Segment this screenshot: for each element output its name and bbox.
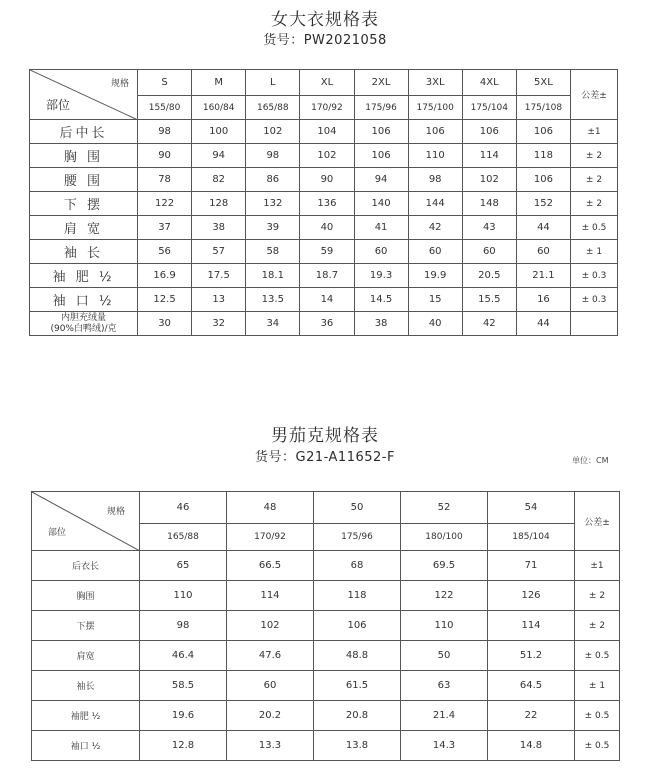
height-chest-header: 175/108	[516, 96, 570, 120]
table-cell: 30	[138, 312, 192, 336]
row-label: 袖 肥 ½	[30, 264, 138, 288]
table-cell: 86	[246, 168, 300, 192]
table-row	[30, 168, 618, 192]
table-cell: 100	[192, 120, 246, 144]
table-cell: 19.6	[140, 701, 227, 731]
table-cell: 126	[488, 581, 575, 611]
table-cell: 60	[227, 671, 314, 701]
table-cell: 46.4	[140, 641, 227, 671]
table-cell: 78	[138, 168, 192, 192]
table-cell: 104	[300, 120, 354, 144]
tolerance-cell: ± 0.5	[575, 731, 620, 761]
table-cell: 61.5	[314, 671, 401, 701]
table-cell: 64.5	[488, 671, 575, 701]
table-cell: 98	[246, 144, 300, 168]
table-cell: 20.8	[314, 701, 401, 731]
table-cell: 22	[488, 701, 575, 731]
table-cell: 71	[488, 551, 575, 581]
corner-header-cell	[30, 70, 138, 120]
table-cell: 19.3	[354, 264, 408, 288]
corner-header-cell	[32, 492, 140, 551]
height-chest-header: 180/100	[401, 524, 488, 551]
table-cell: 106	[516, 168, 570, 192]
table-cell: 51.2	[488, 641, 575, 671]
table-cell: 44	[516, 216, 570, 240]
table-cell: 82	[192, 168, 246, 192]
size-header: M	[192, 70, 246, 96]
tolerance-cell: ± 2	[575, 611, 620, 641]
table-row	[30, 216, 618, 240]
row-label: 肩 宽	[30, 216, 138, 240]
table-cell: 56	[138, 240, 192, 264]
size-header: 2XL	[354, 70, 408, 96]
tolerance-header: 公差±	[571, 70, 618, 120]
table-cell: 18.7	[300, 264, 354, 288]
row-label-line: (90%白鸭绒)/克	[50, 323, 117, 334]
row-label: 胸围	[32, 581, 140, 611]
table-cell: 102	[246, 120, 300, 144]
height-chest-header: 175/104	[462, 96, 516, 120]
table-cell: 60	[462, 240, 516, 264]
tolerance-cell: ± 2	[571, 144, 618, 168]
table-row	[30, 192, 618, 216]
table-cell: 110	[408, 144, 462, 168]
row-label: 下摆	[32, 611, 140, 641]
height-chest-header: 165/88	[140, 524, 227, 551]
table-cell: 98	[138, 120, 192, 144]
height-chest-header: 185/104	[488, 524, 575, 551]
row-label: 袖口 ½	[32, 731, 140, 761]
size-header: L	[246, 70, 300, 96]
table-cell: 38	[192, 216, 246, 240]
table-cell: 69.5	[401, 551, 488, 581]
corner-spec-label: 规格	[110, 79, 129, 89]
size-header: 48	[227, 492, 314, 524]
height-chest-header: 170/92	[300, 96, 354, 120]
table-cell: 102	[227, 611, 314, 641]
tolerance-cell: ± 0.5	[575, 641, 620, 671]
table-cell: 102	[462, 168, 516, 192]
tolerance-cell: ± 0.5	[571, 216, 618, 240]
table-cell: 122	[138, 192, 192, 216]
table-cell: 106	[314, 611, 401, 641]
size-header: 52	[401, 492, 488, 524]
tolerance-cell: ± 0.5	[575, 701, 620, 731]
table-cell: 16	[516, 288, 570, 312]
table-row	[30, 288, 618, 312]
row-label-line: 内胆充绒量	[60, 312, 106, 323]
table-cell: 57	[192, 240, 246, 264]
size-header: 46	[140, 492, 227, 524]
table-cell: 42	[408, 216, 462, 240]
men-size-table	[31, 491, 620, 761]
table-cell: 60	[354, 240, 408, 264]
table-cell: 36	[300, 312, 354, 336]
unit-label: 单位：CM	[572, 456, 609, 465]
height-chest-header: 160/84	[192, 96, 246, 120]
men-table-title: 男茄克规格表	[271, 426, 379, 446]
table-cell: 42	[462, 312, 516, 336]
table-cell: 14.3	[401, 731, 488, 761]
table-cell: 59	[300, 240, 354, 264]
size-header: 4XL	[462, 70, 516, 96]
table-cell: 13.5	[246, 288, 300, 312]
table-cell: 15	[408, 288, 462, 312]
size-header: 54	[488, 492, 575, 524]
tolerance-cell: ± 0.3	[571, 288, 618, 312]
table-cell: 40	[300, 216, 354, 240]
table-cell: 128	[192, 192, 246, 216]
size-header: XL	[300, 70, 354, 96]
table-cell: 19.9	[408, 264, 462, 288]
height-chest-header: 165/88	[246, 96, 300, 120]
table-row	[30, 240, 618, 264]
table-cell: 58	[246, 240, 300, 264]
table-cell: 32	[192, 312, 246, 336]
corner-part-label: 部位	[48, 528, 67, 538]
table-row	[32, 581, 620, 611]
row-label	[30, 312, 138, 336]
table-cell: 106	[516, 120, 570, 144]
table-cell: 148	[462, 192, 516, 216]
size-header: S	[138, 70, 192, 96]
tolerance-cell	[571, 312, 618, 336]
table-cell: 118	[516, 144, 570, 168]
table-cell: 114	[488, 611, 575, 641]
table-cell: 39	[246, 216, 300, 240]
table-cell: 106	[354, 144, 408, 168]
table-cell: 14.5	[354, 288, 408, 312]
table-cell: 98	[140, 611, 227, 641]
table-cell: 43	[462, 216, 516, 240]
table-cell: 106	[354, 120, 408, 144]
table-cell: 102	[300, 144, 354, 168]
table-row	[30, 312, 618, 336]
row-label: 袖 口 ½	[30, 288, 138, 312]
table-cell: 21.1	[516, 264, 570, 288]
table-cell: 90	[138, 144, 192, 168]
table-cell: 90	[300, 168, 354, 192]
table-cell: 48.8	[314, 641, 401, 671]
table-cell: 144	[408, 192, 462, 216]
row-label: 袖长	[32, 671, 140, 701]
tolerance-cell: ± 2	[575, 581, 620, 611]
table-cell: 65	[140, 551, 227, 581]
table-cell: 152	[516, 192, 570, 216]
table-cell: 12.5	[138, 288, 192, 312]
table-cell: 41	[354, 216, 408, 240]
table-row	[32, 551, 620, 581]
row-label: 肩宽	[32, 641, 140, 671]
corner-part-label: 部位	[46, 98, 71, 112]
women-table-title: 女大衣规格表	[271, 10, 379, 30]
table-cell: 50	[401, 641, 488, 671]
row-label: 袖 长	[30, 240, 138, 264]
table-cell: 136	[300, 192, 354, 216]
table-row	[32, 611, 620, 641]
tolerance-cell: ±1	[571, 120, 618, 144]
row-label: 袖肥 ½	[32, 701, 140, 731]
height-chest-header: 170/92	[227, 524, 314, 551]
diagonal-line	[32, 492, 140, 551]
height-chest-header: 175/96	[354, 96, 408, 120]
size-header: 3XL	[408, 70, 462, 96]
table-cell: 140	[354, 192, 408, 216]
table-cell: 13	[192, 288, 246, 312]
table-cell: 40	[408, 312, 462, 336]
table-cell: 110	[401, 611, 488, 641]
table-cell: 94	[192, 144, 246, 168]
size-header: 50	[314, 492, 401, 524]
women-size-table	[29, 69, 618, 336]
table-cell: 122	[401, 581, 488, 611]
table-cell: 20.2	[227, 701, 314, 731]
table-cell: 58.5	[140, 671, 227, 701]
tolerance-cell: ± 1	[571, 240, 618, 264]
table-cell: 132	[246, 192, 300, 216]
men-article-number: 货号：G21-A11652-F	[255, 450, 395, 465]
table-cell: 110	[140, 581, 227, 611]
table-cell: 13.8	[314, 731, 401, 761]
table-cell: 47.6	[227, 641, 314, 671]
table-row	[30, 264, 618, 288]
table-row	[32, 671, 620, 701]
row-label: 胸 围	[30, 144, 138, 168]
table-row	[32, 701, 620, 731]
height-chest-header: 175/96	[314, 524, 401, 551]
tolerance-cell: ± 0.3	[571, 264, 618, 288]
table-cell: 98	[408, 168, 462, 192]
table-cell: 12.8	[140, 731, 227, 761]
tolerance-cell: ± 1	[575, 671, 620, 701]
tolerance-cell: ± 2	[571, 192, 618, 216]
table-cell: 63	[401, 671, 488, 701]
table-cell: 106	[408, 120, 462, 144]
table-cell: 15.5	[462, 288, 516, 312]
table-cell: 17.5	[192, 264, 246, 288]
table-cell: 68	[314, 551, 401, 581]
tolerance-cell: ± 2	[571, 168, 618, 192]
table-cell: 21.4	[401, 701, 488, 731]
row-label: 腰 围	[30, 168, 138, 192]
table-cell: 13.3	[227, 731, 314, 761]
table-cell: 94	[354, 168, 408, 192]
table-cell: 14	[300, 288, 354, 312]
tolerance-header: 公差±	[575, 492, 620, 551]
height-chest-header: 175/100	[408, 96, 462, 120]
size-header: 5XL	[516, 70, 570, 96]
women-article-number: 货号：PW2021058	[263, 33, 387, 48]
row-label: 后中长	[30, 120, 138, 144]
table-cell: 60	[516, 240, 570, 264]
table-cell: 16.9	[138, 264, 192, 288]
table-cell: 60	[408, 240, 462, 264]
row-label: 下 摆	[30, 192, 138, 216]
table-cell: 34	[246, 312, 300, 336]
table-row	[32, 641, 620, 671]
table-cell: 18.1	[246, 264, 300, 288]
table-cell: 114	[227, 581, 314, 611]
table-cell: 38	[354, 312, 408, 336]
table-row	[30, 120, 618, 144]
table-cell: 66.5	[227, 551, 314, 581]
height-chest-header: 155/80	[138, 96, 192, 120]
table-row	[32, 731, 620, 761]
table-cell: 106	[462, 120, 516, 144]
table-cell: 114	[462, 144, 516, 168]
table-cell: 37	[138, 216, 192, 240]
corner-spec-label: 规格	[106, 507, 125, 517]
row-label: 后衣长	[32, 551, 140, 581]
table-cell: 118	[314, 581, 401, 611]
tolerance-cell: ±1	[575, 551, 620, 581]
table-row	[30, 144, 618, 168]
table-cell: 20.5	[462, 264, 516, 288]
table-cell: 44	[516, 312, 570, 336]
table-cell: 14.8	[488, 731, 575, 761]
